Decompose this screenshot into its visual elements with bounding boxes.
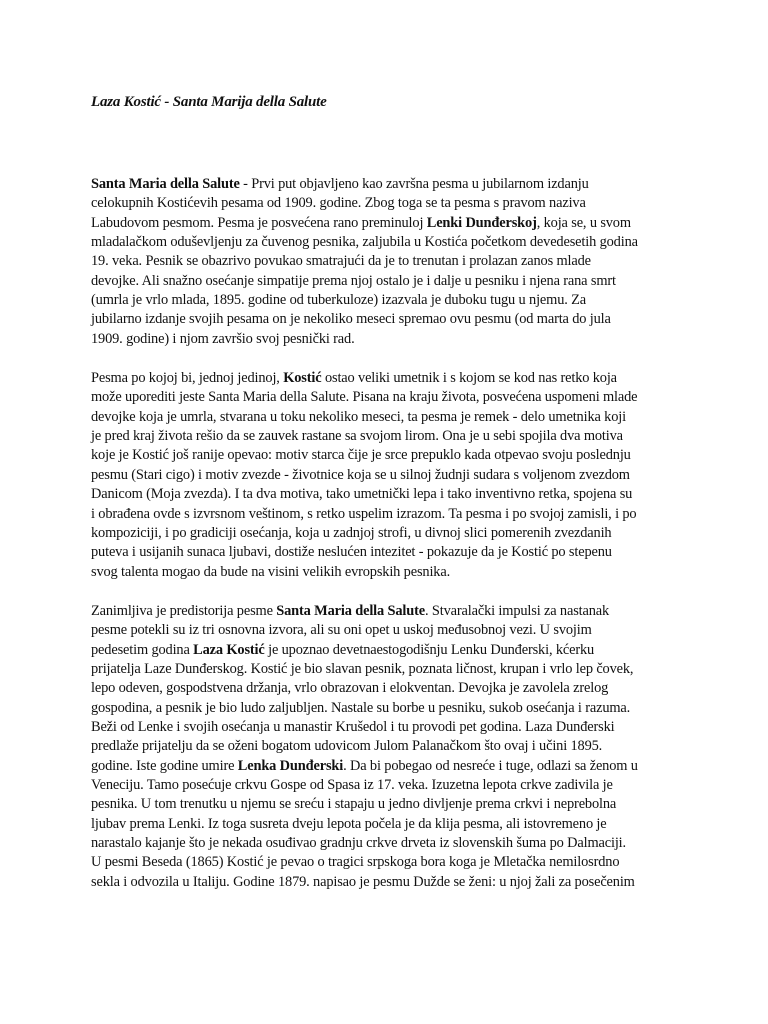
text-line	[91, 214, 691, 233]
text-line	[91, 641, 691, 660]
text-line	[91, 737, 691, 756]
bold-text: Kostić	[283, 370, 322, 387]
text-run: . Da bi pobegao od nesreće i tuge, odlazi sa ženom u	[343, 757, 638, 774]
text-line	[91, 330, 691, 349]
text-line	[91, 233, 691, 252]
text-run: celokupnih Kostićevih pesama od 1909. godine. Zbog toga se ta pesma s pravom naziva	[91, 195, 586, 212]
text-run: 19. veka. Pesnik se obazrivo povukao smatrajući da je to trenutan i prolazan zanos mlade	[91, 253, 591, 270]
text-line	[91, 388, 691, 407]
text-line	[91, 853, 691, 872]
text-line	[91, 446, 691, 465]
text-run: devojke. Ali snažno osećanje simpatije prema njoj ostalo je i dalje u pesniku i njena rana smrt	[91, 272, 616, 289]
paragraph	[91, 602, 691, 892]
document-body	[91, 175, 691, 892]
text-line	[91, 602, 691, 621]
text-run: (umrla je vrlo mlada, 1895. godine od tuberkuloze) izazvala je duboku tugu u njemu. Za	[91, 292, 587, 309]
text-run: Labudovom pesmom. Pesma je posvećena rano preminuloj	[91, 214, 427, 231]
paragraph	[91, 369, 691, 582]
text-line	[91, 310, 691, 329]
text-run: narastalo kajanje što je nekada osuđivao gradnju crkve drveta iz slovenskih šuma po Dalmaciji.	[91, 835, 626, 851]
bold-text: Santa Maria della Salute	[91, 176, 240, 192]
text-run: ostao veliki umetnik i s kojom se kod nas retko koja	[321, 370, 617, 387]
text-line	[91, 272, 691, 291]
text-run: mladalačkom oduševljenju za čuvenog pesnika, zaljubila u Kostića početkom devedesetih godina	[91, 234, 638, 251]
text-run: predlaže prijatelju da se oženi bogatom udovicom Julom Palanačkom što ovaj i učini 1895.	[91, 738, 603, 755]
text-run: je pred kraj života rešio da se zauvek rastane sa svojom lirom. Ona je u sebi spojila dva motiva	[91, 428, 623, 445]
text-run: Veneciju. Tamo posećuje crkvu Gospe od Spasa iz 17. veka. Izuzetna lepota crkve zadivila je	[91, 776, 613, 793]
text-line	[91, 408, 691, 427]
bold-text: Lenka Dunđerski	[237, 757, 344, 774]
text-line	[91, 485, 691, 504]
text-line	[91, 679, 691, 698]
text-line	[91, 776, 691, 795]
text-line	[91, 252, 691, 271]
text-line	[91, 427, 691, 446]
text-line	[91, 543, 691, 562]
text-run: prijatelja Laze Dunđerskog. Kostić je bio slavan pesnik, poznata ličnost, krupan i vrlo lep čovek,	[91, 660, 634, 677]
text-run: U pesmi Beseda (1865) Kostić je pevao o tragici srpskoga bora koga je Mletačka nemilosrdno	[91, 854, 620, 871]
text-run: pedesetim godina	[91, 641, 194, 658]
text-run: . Stvaralački impulsi za nastanak	[425, 602, 610, 619]
text-line	[91, 718, 691, 737]
text-line	[91, 873, 691, 892]
text-line	[91, 175, 691, 194]
text-run: 1909. godine) i njom završio svoj pesnički rad.	[91, 330, 355, 347]
text-line	[91, 660, 691, 679]
text-line	[91, 699, 691, 718]
text-line	[91, 505, 691, 524]
document-title: Laza Kostić - Santa Marija della Salute	[91, 94, 327, 110]
text-line	[91, 815, 691, 834]
text-run: Danicom (Moja zvezda). I ta dva motiva, tako umetnički lepa i tako inventivno retka, spojena su	[91, 486, 633, 503]
text-run: je upoznao devetnaestogodišnju Lenku Dunđerski, kćerku	[264, 641, 595, 658]
bold-text: Santa Maria della Salute	[276, 602, 425, 619]
text-line	[91, 834, 691, 853]
text-run: pesmu (Stari cigo) i motiv zvezde - životnice koja se u silnoj žudnji sudara s voljenom zvezdom	[91, 466, 630, 483]
text-run: pesnika. U tom trenutku u njemu se sreću i stapaju u jedno divljenje prema crkvi i neprebolna	[91, 796, 617, 813]
text-run: sekla i odvozila u Italiju. Godine 1879. napisao je pesmu Dužde se ženi: u njoj žali za posečenim	[91, 873, 635, 890]
bold-text: Laza Kostić	[193, 641, 265, 658]
text-run: pesme potekli su iz tri osnovna izvora, ali su oni opet u uskoj međusobnoj vezi. U svojim	[91, 622, 592, 639]
text-run: Pesma po kojoj bi, jednoj jedinoj,	[91, 370, 284, 387]
text-run: svog talenta mogao da bude na visini velikih evropskih pesnika.	[91, 563, 451, 580]
text-run: devojke koja je umrla, stvarana u toku nekoliko meseci, ta pesma je remek - delo umetnika koji	[91, 408, 626, 425]
text-line	[91, 757, 691, 776]
text-run: može uporediti jeste Santa Maria della Salute. Pisana na kraju života, posvećena uspomeni mlade	[91, 389, 638, 406]
text-run: - Prvi put objavljeno kao završna pesma u jubilarnom izdanju	[239, 176, 589, 192]
text-run: jubilarno izdanje svojih pesama on je nekoliko meseci spremao ovu pesmu (od marta do jula	[91, 311, 611, 328]
text-run: puteva i usijanih sunaca ljubavi, dostiže neslućen intezitet - pokazuje da je Kostić po stepenu	[91, 544, 612, 561]
text-run: Beži od Lenke i svojih osećanja u manastir Krušedol i tu provodi pet godina. Laza Dunđerski	[91, 718, 615, 735]
text-run: ljubav prema Lenki. Iz toga susreta dveju lepota počela je da klija pesma, ali istovremeno je	[91, 815, 607, 832]
text-line	[91, 291, 691, 310]
text-run: godine. Iste godine umire	[91, 757, 238, 774]
text-line	[91, 369, 691, 388]
text-line	[91, 621, 691, 640]
text-run: lepo odeven, gospodstvena držanja, vrlo obrazovan i elokventan. Devojka je zavolela zrelog	[91, 680, 609, 697]
text-run: Zanimljiva je predistorija pesme	[91, 602, 277, 619]
text-line	[91, 524, 691, 543]
text-run: gospodina, a pesnik je bio ludo zaljubljen. Nastale su borbe u pesniku, sukob osećanja i razuma.	[91, 699, 631, 716]
text-line	[91, 466, 691, 485]
text-run: kompoziciji, i po gradiciji osećanja, koja u zadnjoj strofi, u divnoj slici pomerenih zvezdanih	[91, 524, 612, 541]
paragraph	[91, 175, 691, 349]
text-line	[91, 563, 691, 582]
bold-text: Lenki Dunđerskoj	[426, 214, 537, 231]
text-run: , koja se, u svom	[536, 214, 631, 231]
text-run: i obrađena ovde s izvrsnom veštinom, s retko uspelim izrazom. Ta pesma i po svojoj zamisli, i po	[91, 505, 637, 522]
text-run: koje je Kostić još ranije opevao: motiv starca čije je srce prepuklo kada otpevao svoju poslednju	[91, 447, 631, 464]
text-line	[91, 795, 691, 814]
text-line	[91, 194, 691, 213]
